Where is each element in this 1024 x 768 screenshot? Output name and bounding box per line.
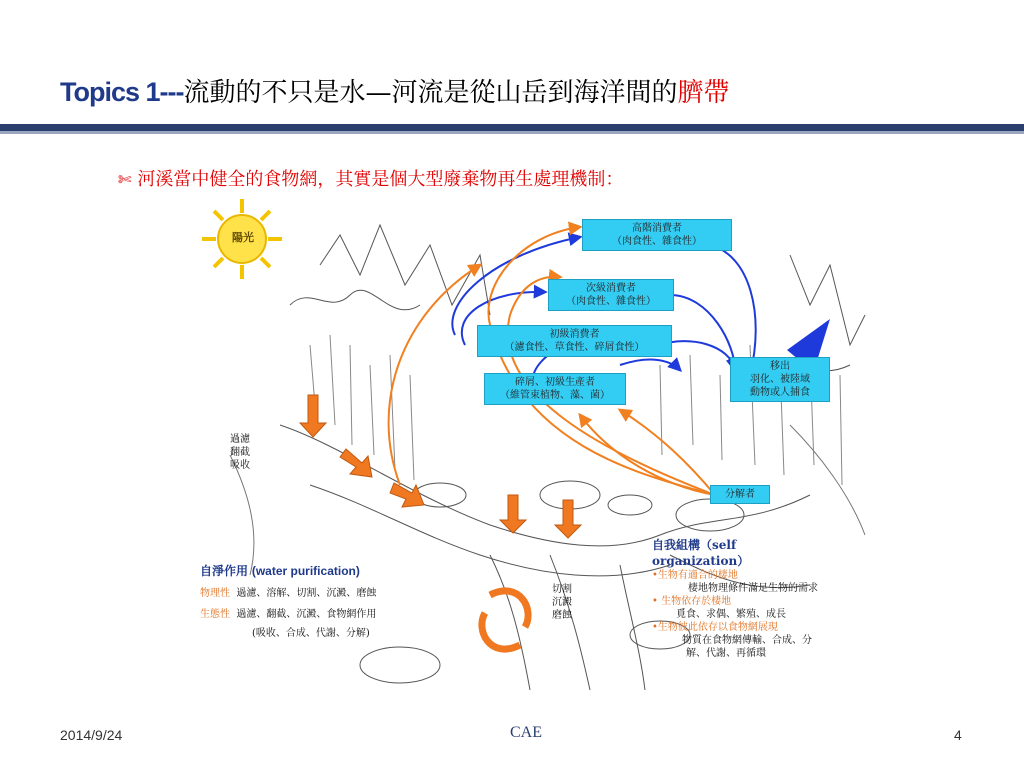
flow-arrows	[300, 395, 581, 538]
footer-date: 2014/9/24	[60, 727, 123, 743]
ecosystem-diagram	[190, 195, 870, 690]
self-organization-panel	[652, 537, 864, 660]
sun-label: 陽光	[232, 231, 254, 244]
box-secondary-consumer-title: 次級消費者	[586, 283, 636, 294]
bullet-line	[118, 165, 623, 191]
box-secondary-consumer	[548, 279, 674, 311]
left-label-filter: 過濾	[230, 434, 250, 445]
box-export-line1: 羽化、被陸域	[750, 374, 810, 385]
self-org-heading: 自我組構（self	[652, 538, 737, 552]
purification-heading: 自淨作用	[200, 564, 249, 578]
box-producer	[484, 373, 626, 405]
box-top-consumer-title: 高階消費者	[632, 223, 682, 234]
food-web-arrows	[452, 237, 755, 390]
center-label-cut: 切割	[552, 584, 572, 595]
self-org-line1a: 棲地物理條件滿足生物的需求	[688, 583, 818, 594]
slide-title	[60, 72, 730, 116]
left-label-absorb: 吸收	[230, 460, 250, 471]
title-rule	[0, 124, 1024, 131]
box-decomposer: 分解者	[710, 485, 770, 504]
bullet-text: 河溪當中健全的食物網，其實是個大型廢棄物再生處理機制：	[137, 169, 624, 190]
center-label-settle: 沉澱	[552, 597, 572, 608]
self-org-heading-2: organization）	[652, 554, 750, 568]
left-labels	[230, 433, 256, 472]
physical-label: 物理性	[200, 588, 230, 599]
scissors-icon: ✄	[118, 170, 132, 189]
self-org-line3: •生物彼此依存以食物網展現	[652, 622, 778, 633]
self-org-line3a: 物質在食物網傳輸、合成、分	[682, 635, 812, 646]
box-producer-sub: （維管束植物、藻、菌）	[500, 390, 610, 401]
box-secondary-consumer-sub: （肉食性、雜食性）	[566, 296, 656, 307]
center-labels	[552, 583, 578, 622]
bio-text: 過濾、翻截、沉澱、食物網作用	[236, 609, 377, 620]
self-org-line2a: 覓食、求偶、繁殖、成長	[676, 609, 786, 620]
self-org-line2: • 生物依存於棲地	[652, 596, 732, 607]
self-org-line3b: 解、代謝、再循環	[686, 648, 766, 659]
cycle-icon	[482, 591, 528, 649]
box-top-consumer	[582, 219, 732, 251]
title-highlight: 臍帶	[677, 78, 730, 108]
purification-heading-en: (water purification)	[251, 564, 360, 578]
box-primary-consumer-sub: （濾食性、草食性、碎屑食性）	[504, 342, 645, 353]
self-org-line1: •生物有適合的棲地	[652, 570, 738, 581]
bio-label: 生態性	[200, 609, 230, 620]
bio-sub: (吸收、合成、代謝、分解)	[252, 628, 370, 639]
physical-text: 過濾、溶解、切割、沉澱、磨蝕	[236, 588, 377, 599]
center-label-erode: 磨蝕	[552, 610, 572, 621]
left-label-intercept: 翻截	[230, 447, 250, 458]
box-primary-consumer-title: 初級消費者	[549, 329, 600, 340]
title-prefix: Topics 1---	[60, 77, 184, 107]
box-export-title: 移出	[770, 361, 790, 372]
box-export-line2: 動物或人捕食	[750, 387, 810, 398]
title-rule-shadow	[0, 131, 1024, 134]
box-export	[730, 357, 830, 402]
title-main: 流動的不只是水—河流是從山岳到海洋間的	[183, 78, 678, 108]
box-primary-consumer	[477, 325, 672, 357]
page-number: 4	[954, 727, 962, 743]
footer-center: CAE	[510, 724, 542, 741]
box-top-consumer-sub: （肉食性、雜食性）	[612, 236, 702, 247]
box-producer-title: 碎屑、初級生產者	[515, 377, 595, 388]
purification-panel	[200, 563, 376, 640]
